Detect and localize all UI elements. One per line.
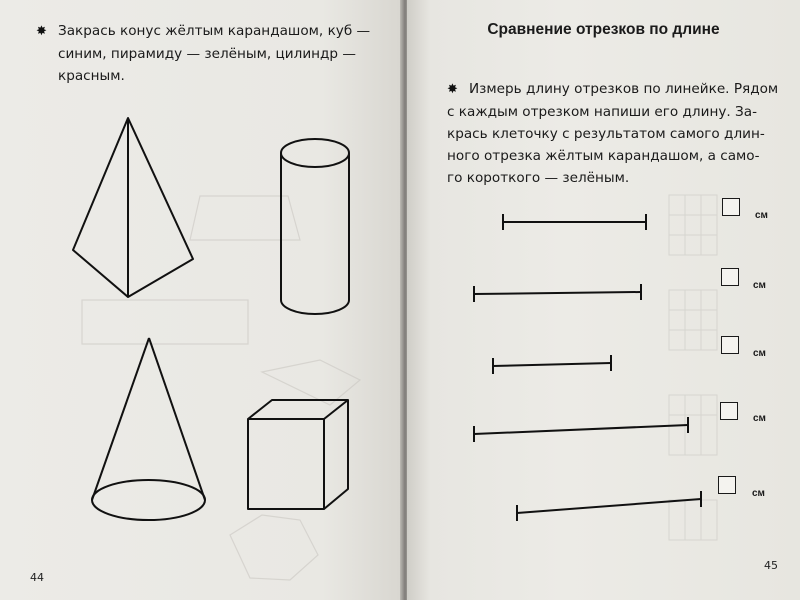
left-task-line-3: красным.: [58, 68, 125, 84]
segment-5[interactable]: [517, 491, 701, 521]
answer-box-4[interactable]: [720, 402, 738, 420]
cube-shape[interactable]: [248, 400, 348, 509]
page-title: Сравнение отрезков по длине: [487, 21, 720, 38]
right-task-line-4: ного отрезка жёлтым карандашом, а само-: [447, 148, 760, 164]
left-task-line-1: Закрась конус жёлтым карандашом, куб —: [58, 23, 371, 39]
answer-box-2[interactable]: [721, 268, 739, 286]
right-task-line-3: крась клеточку с результатом самого длин-: [447, 126, 765, 142]
left-task-line-2: синим, пирамиду — зелёным, цилиндр —: [58, 46, 356, 62]
answer-box-3[interactable]: [721, 336, 739, 354]
segment-1[interactable]: [503, 214, 646, 230]
answer-box-1[interactable]: [722, 198, 740, 216]
show-through-shapes: [82, 196, 360, 580]
star-bullet-icon: ✸: [36, 24, 47, 39]
answer-box-5[interactable]: [718, 476, 736, 494]
right-task-line-5: го короткого — зелёным.: [447, 170, 630, 186]
segment-4[interactable]: [474, 417, 688, 442]
segment-3[interactable]: [493, 355, 611, 374]
left-page-number: 44: [30, 571, 44, 584]
unit-label-4: см: [753, 413, 766, 424]
right-task-line-1: Измерь длину отрезков по линейке. Рядом: [469, 81, 779, 97]
pyramid-shape[interactable]: [73, 118, 193, 297]
segment-2[interactable]: [474, 284, 641, 302]
unit-label-3: см: [753, 348, 766, 359]
right-page: [407, 0, 800, 600]
unit-label-1: см: [755, 210, 768, 221]
show-through-grid: [669, 195, 717, 540]
right-page-number: 45: [764, 559, 778, 572]
unit-label-5: см: [752, 488, 765, 499]
star-bullet-icon: ✸: [447, 82, 458, 97]
segments-drawing: [407, 0, 800, 600]
cylinder-shape[interactable]: [281, 139, 349, 314]
right-task-line-2: с каждым отрезком напиши его длину. За-: [447, 104, 757, 120]
cone-shape[interactable]: [92, 338, 205, 520]
unit-label-2: см: [753, 280, 766, 291]
